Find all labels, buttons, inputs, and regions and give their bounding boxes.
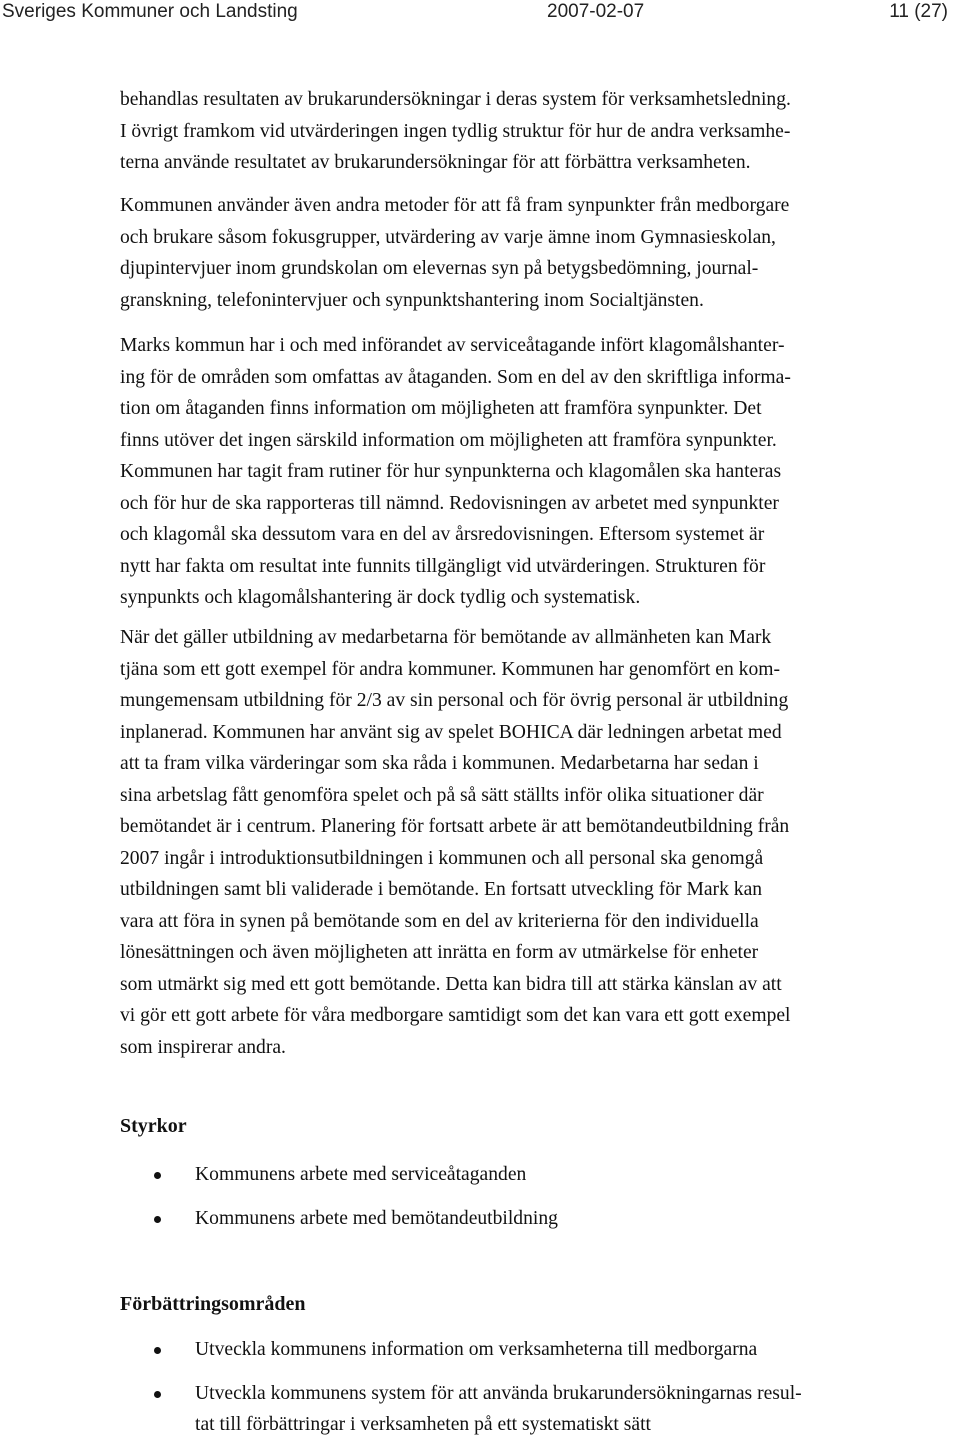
- list-item-text: Kommunens arbete med serviceåtaganden: [195, 1164, 527, 1185]
- text-line: finns utöver det ingen särskild information om möjligheten att framföra synpunkter.: [120, 429, 777, 451]
- strengths-list: [120, 1159, 920, 1234]
- list-item: [120, 1203, 920, 1235]
- text-line: När det gäller utbildning av medarbetarna för bemötande av allmänheten kan Mark: [120, 627, 772, 648]
- paragraph-complaints-handling: [120, 330, 920, 614]
- text-line: och brukare såsom fokusgrupper, utvärdering av varje ämne inom Gymnasieskolan,: [120, 226, 776, 248]
- paragraph-other-methods: [120, 190, 920, 316]
- text-line: djupintervjuer inom grundskolan om elevernas syn på betygsbedömning, journal-: [120, 258, 759, 279]
- bullet-icon: [154, 1347, 161, 1354]
- text-line: ing för de områden som omfattas av åtaganden. Som en del av den skriftliga informa-: [120, 366, 791, 388]
- text-line: Marks kommun har i och med införandet av serviceåtagande infört klagomålshanter-: [120, 335, 785, 356]
- paragraph-text: [120, 330, 920, 614]
- header-date: 2007-02-07: [547, 1, 645, 22]
- text-line: nytt har fakta om resultat inte funnits tillgängligt vid utvärderingen. Strukturen för: [120, 555, 766, 577]
- paragraph-text: [120, 190, 920, 316]
- text-line: Kommunen har tagit fram rutiner för hur synpunkterna och klagomålen ska hanteras: [120, 461, 782, 482]
- text-line: behandlas resultaten av brukarundersökningar i deras system för verksamhetsledning.: [120, 89, 791, 110]
- text-line: sina arbetslag fått genomföra spelet och på så sätt ställts inför olika situationer där: [120, 784, 764, 806]
- list-item: [120, 1159, 920, 1191]
- improvements-heading: Förbättringsområden: [120, 1293, 306, 1315]
- list-item: [120, 1334, 920, 1366]
- text-line: granskning, telefonintervjuer och synpunktshantering inom Socialtjänsten.: [120, 289, 704, 311]
- text-line: och klagomål ska dessutom vara en del av årsredovisningen. Eftersom systemet är: [120, 524, 765, 545]
- text-line: bemötandet är i centrum. Planering för fortsatt arbete är att bemötandeutbildning från: [120, 816, 790, 837]
- text-line: Kommunen använder även andra metoder för att få fram synpunkter från medborgare: [120, 195, 790, 216]
- text-line: som utmärkt sig med ett gott bemötande. Detta kan bidra till att stärka känslan av att: [120, 973, 782, 995]
- text-line: tjäna som ett gott exempel för andra kommuner. Kommunen har genomfört en kom-: [120, 658, 781, 680]
- improvements-list: [120, 1334, 920, 1441]
- text-line: tion om åtaganden finns information om möjligheten att framföra synpunkter. Det: [120, 398, 762, 419]
- paragraph-text: [120, 622, 920, 1063]
- text-line: I övrigt framkom vid utvärderingen ingen tydlig struktur för hur de andra verksamhe-: [120, 120, 791, 142]
- page-header: [0, 0, 960, 30]
- list-item: [120, 1378, 920, 1441]
- paragraph-user-surveys: [120, 84, 920, 179]
- strengths-heading: Styrkor: [120, 1115, 187, 1137]
- bullet-icon: [154, 1216, 161, 1223]
- text-line: och för hur de ska rapporteras till nämnd. Redovisningen av arbetet med synpunkter: [120, 492, 779, 514]
- text-line: att ta fram vilka värderingar som ska råda i kommunen. Medarbetarna har sedan i: [120, 753, 759, 774]
- text-line: vi gör ett gott arbete för våra medborgare samtidigt som det kan vara ett gott exempel: [120, 1005, 791, 1026]
- text-line: mungemensam utbildning för 2/3 av sin personal och för övrig personal är utbildning: [120, 690, 789, 711]
- list-item-text: Kommunens arbete med bemötandeutbildning: [195, 1207, 558, 1229]
- paragraph-text: [120, 84, 920, 179]
- list-item-text: tat till förbättringar i verksamheten på ett systematiskt sätt: [195, 1414, 651, 1435]
- text-line: terna använde resultatet av brukarundersökningar för att förbättra verksamheten.: [120, 152, 751, 173]
- header-page-number: 11 (27): [889, 1, 948, 22]
- text-line: 2007 ingår i introduktionsutbildningen i kommunen och all personal ska genomgå: [120, 847, 764, 869]
- list-item-text: Utveckla kommunens information om verksamheterna till medborgarna: [195, 1339, 758, 1360]
- bullet-icon: [154, 1172, 161, 1179]
- text-line: synpunkts och klagomålshantering är dock tydlig och systematisk.: [120, 587, 641, 608]
- list-item-text: Utveckla kommunens system för att använda brukarundersökningarnas resul-: [195, 1382, 802, 1404]
- text-line: som inspirerar andra.: [120, 1036, 286, 1058]
- paragraph-staff-training: [120, 622, 920, 1063]
- text-line: vara att föra in synen på bemötande som en del av kriterierna för den individuella: [120, 910, 759, 932]
- text-line: inplanerad. Kommunen har använt sig av spelet BOHICA där ledningen arbetat med: [120, 721, 782, 743]
- header-organization: Sveriges Kommuner och Landsting: [2, 1, 298, 22]
- bullet-icon: [154, 1391, 161, 1398]
- text-line: utbildningen samt bli validerade i bemötande. En fortsatt utveckling för Mark kan: [120, 879, 763, 900]
- text-line: lönesättningen och även möjligheten att inrätta en form av utmärkelse för enheter: [120, 942, 759, 963]
